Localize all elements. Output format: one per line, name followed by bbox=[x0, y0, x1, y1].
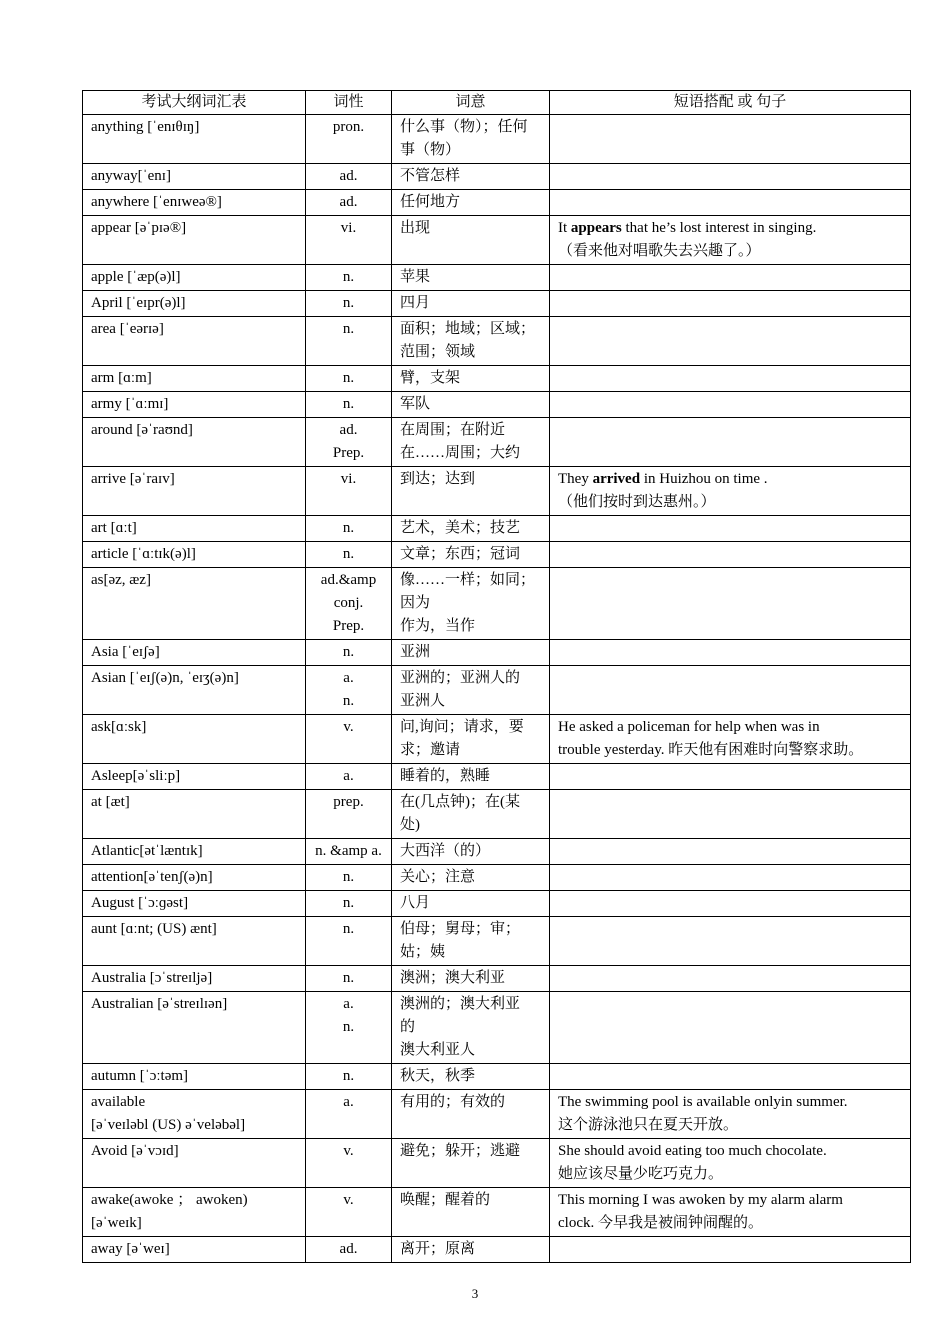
word-cell-line: August [ˈɔːɡəst] bbox=[91, 895, 189, 911]
meaning-cell-line: 臂，支架 bbox=[400, 370, 461, 386]
meaning-cell-line: 苹果 bbox=[400, 269, 431, 285]
pos-cell-line: n. bbox=[342, 520, 355, 536]
pos-cell-line: n. bbox=[342, 693, 355, 709]
example-line bbox=[558, 240, 902, 263]
pos-cell bbox=[306, 865, 392, 891]
pos-cell-line: n. &amp a. bbox=[315, 843, 382, 859]
pos-cell bbox=[306, 917, 392, 966]
word-cell bbox=[83, 115, 306, 164]
word-cell-line: at [æt] bbox=[91, 794, 130, 810]
word-cell-line: April [ˈeɪpr(ə)l] bbox=[91, 295, 186, 311]
word-cell-line: attention[əˈtenʃ(ə)n] bbox=[91, 869, 213, 885]
pos-cell-line: ad.&amp conj. bbox=[320, 572, 377, 611]
word-cell-line: Atlantic[ətˈlæntɪk] bbox=[91, 843, 203, 859]
word-cell-line: art [ɑːt] bbox=[91, 520, 137, 536]
word-cell-line: autumn [ˈɔːtəm] bbox=[91, 1068, 189, 1084]
example-text: This morning I was awoken by my alarm alarm bbox=[558, 1192, 843, 1208]
word-cell-line: available bbox=[91, 1094, 146, 1110]
pos-cell-line: ad. bbox=[339, 1241, 358, 1257]
example-text: He asked a policeman for help when was in bbox=[558, 719, 820, 735]
pos-cell-line: a. bbox=[343, 670, 354, 686]
pos-cell-line: ad. bbox=[339, 194, 358, 210]
table-row bbox=[83, 467, 911, 516]
header-word: 考试大纲词汇表 bbox=[83, 91, 306, 115]
example-cell bbox=[550, 715, 911, 764]
meaning-cell bbox=[392, 366, 550, 392]
word-cell-line: Avoid [əˈvɔɪd] bbox=[91, 1143, 179, 1159]
table-row bbox=[83, 992, 911, 1064]
example-line bbox=[558, 1189, 902, 1212]
example-cell bbox=[550, 291, 911, 317]
meaning-cell-line: 唤醒；醒着的 bbox=[400, 1192, 491, 1208]
table-row bbox=[83, 1188, 911, 1237]
word-cell bbox=[83, 1237, 306, 1263]
word-cell bbox=[83, 666, 306, 715]
meaning-cell bbox=[392, 966, 550, 992]
table-row bbox=[83, 715, 911, 764]
pos-cell-line: n. bbox=[342, 396, 355, 412]
word-cell bbox=[83, 190, 306, 216]
table-row bbox=[83, 839, 911, 865]
table-row bbox=[83, 666, 911, 715]
pos-cell-line: n. bbox=[342, 644, 355, 660]
meaning-cell-line: 在……周围；大约 bbox=[400, 445, 521, 461]
word-cell-line: [əˈweɪk] bbox=[91, 1215, 142, 1231]
meaning-cell bbox=[392, 715, 550, 764]
meaning-cell-line: 在(几点钟)；在(某 bbox=[400, 794, 520, 810]
pos-cell bbox=[306, 366, 392, 392]
meaning-cell bbox=[392, 418, 550, 467]
meaning-cell bbox=[392, 516, 550, 542]
meaning-cell-line: 澳洲；澳大利亚 bbox=[400, 970, 506, 986]
meaning-cell bbox=[392, 1188, 550, 1237]
table-row bbox=[83, 966, 911, 992]
pos-cell bbox=[306, 467, 392, 516]
word-cell-line: apple [ˈæp(ə)l] bbox=[91, 269, 181, 285]
word-cell bbox=[83, 715, 306, 764]
example-cell bbox=[550, 764, 911, 790]
pos-cell bbox=[306, 992, 392, 1064]
example-cell bbox=[550, 164, 911, 190]
word-cell bbox=[83, 467, 306, 516]
meaning-cell bbox=[392, 917, 550, 966]
table-row bbox=[83, 190, 911, 216]
meaning-cell bbox=[392, 467, 550, 516]
example-cell bbox=[550, 1064, 911, 1090]
table-row bbox=[83, 640, 911, 666]
header-meaning: 词意 bbox=[392, 91, 550, 115]
example-keyword: appears bbox=[570, 220, 622, 236]
meaning-cell-line: 四月 bbox=[400, 295, 431, 311]
example-keyword: arrived bbox=[592, 471, 641, 487]
table-row bbox=[83, 542, 911, 568]
meaning-cell bbox=[392, 568, 550, 640]
table-row bbox=[83, 917, 911, 966]
meaning-cell-line: 范围；领域 bbox=[400, 344, 476, 360]
meaning-cell-line: 什么事（物）；任何 bbox=[400, 119, 528, 135]
meaning-cell-line: 睡着的，熟睡 bbox=[400, 768, 491, 784]
example-cell bbox=[550, 115, 911, 164]
word-cell bbox=[83, 542, 306, 568]
vocabulary-rows bbox=[83, 115, 911, 1263]
example-text: （看来他对唱歌失去兴趣了。） bbox=[558, 243, 761, 259]
pos-cell bbox=[306, 1090, 392, 1139]
meaning-cell-line: 的 bbox=[400, 1019, 416, 1035]
example-cell bbox=[550, 865, 911, 891]
meaning-cell-line: 伯母；舅母；审； bbox=[400, 921, 521, 937]
pos-cell bbox=[306, 1237, 392, 1263]
pos-cell bbox=[306, 216, 392, 265]
word-cell-line: ask[ɑːsk] bbox=[91, 719, 147, 735]
header-pos: 词性 bbox=[306, 91, 392, 115]
table-row bbox=[83, 516, 911, 542]
example-line bbox=[558, 1212, 902, 1235]
pos-cell-line: n. bbox=[342, 546, 355, 562]
pos-cell-line: n. bbox=[342, 269, 355, 285]
example-cell bbox=[550, 516, 911, 542]
example-cell bbox=[550, 542, 911, 568]
pos-cell bbox=[306, 764, 392, 790]
meaning-cell-line: 姑；姨 bbox=[400, 944, 446, 960]
example-cell bbox=[550, 216, 911, 265]
example-text: （他们按时到达惠州。） bbox=[558, 494, 716, 510]
meaning-cell-line: 像……一样；如同； bbox=[400, 572, 536, 588]
example-cell bbox=[550, 317, 911, 366]
pos-cell bbox=[306, 568, 392, 640]
table-row bbox=[83, 216, 911, 265]
example-line bbox=[558, 217, 902, 240]
table-row bbox=[83, 317, 911, 366]
table-row bbox=[83, 1139, 911, 1188]
example-text: trouble yesterday. 昨天他有困难时向警察求助。 bbox=[558, 742, 864, 758]
pos-cell bbox=[306, 115, 392, 164]
example-cell bbox=[550, 891, 911, 917]
meaning-cell-line: 文章；东西；冠词 bbox=[400, 546, 521, 562]
pos-cell-line: Prep. bbox=[332, 618, 365, 634]
example-line bbox=[558, 1114, 902, 1137]
example-cell bbox=[550, 839, 911, 865]
example-text: 这个游泳池只在夏天开放。 bbox=[558, 1117, 739, 1133]
table-row bbox=[83, 764, 911, 790]
word-cell bbox=[83, 265, 306, 291]
word-cell-line: Asia [ˈeɪʃə] bbox=[91, 644, 160, 660]
page-number: 3 bbox=[471, 1286, 479, 1301]
meaning-cell bbox=[392, 839, 550, 865]
example-text: They bbox=[558, 471, 593, 487]
meaning-cell bbox=[392, 891, 550, 917]
pos-cell-line: ad. bbox=[339, 168, 358, 184]
example-text: It bbox=[558, 220, 571, 236]
pos-cell-line: vi. bbox=[340, 220, 357, 236]
pos-cell bbox=[306, 1139, 392, 1188]
example-cell bbox=[550, 992, 911, 1064]
pos-cell-line: n. bbox=[342, 895, 355, 911]
example-text: 她应该尽量少吃巧克力。 bbox=[558, 1166, 724, 1182]
pos-cell-line: ad. bbox=[339, 422, 358, 438]
meaning-cell-line: 澳洲的；澳大利亚 bbox=[400, 996, 521, 1012]
meaning-cell bbox=[392, 764, 550, 790]
table-row bbox=[83, 291, 911, 317]
word-cell-line: [əˈveɪləbl (US) əˈveləbəl] bbox=[91, 1117, 246, 1133]
pos-cell bbox=[306, 839, 392, 865]
example-cell bbox=[550, 790, 911, 839]
meaning-cell-line: 出现 bbox=[400, 220, 431, 236]
meaning-cell bbox=[392, 666, 550, 715]
pos-cell bbox=[306, 392, 392, 418]
meaning-cell-line: 求；邀请 bbox=[400, 742, 461, 758]
word-cell-line: Australian [əˈstreɪlɪən] bbox=[91, 996, 228, 1012]
word-cell-line: article [ˈɑːtɪk(ə)l] bbox=[91, 546, 196, 562]
example-cell bbox=[550, 392, 911, 418]
word-cell-line: Australia [ɔˈstreɪljə] bbox=[91, 970, 213, 986]
pos-cell-line: n. bbox=[342, 295, 355, 311]
word-cell-line: away [əˈweɪ] bbox=[91, 1241, 170, 1257]
example-cell bbox=[550, 917, 911, 966]
meaning-cell-line: 离开；原离 bbox=[400, 1241, 476, 1257]
example-text: that he’s lost interest in singing. bbox=[621, 220, 817, 236]
right-border-rule bbox=[910, 90, 911, 1241]
word-cell bbox=[83, 216, 306, 265]
word-cell-line: around [əˈraʊnd] bbox=[91, 422, 193, 438]
meaning-cell bbox=[392, 216, 550, 265]
meaning-cell-line: 不管怎样 bbox=[400, 168, 461, 184]
word-cell bbox=[83, 418, 306, 467]
meaning-cell-line: 到达；达到 bbox=[400, 471, 476, 487]
meaning-cell bbox=[392, 190, 550, 216]
meaning-cell-line: 事（物） bbox=[400, 142, 461, 158]
meaning-cell-line: 亚洲 bbox=[400, 644, 431, 660]
pos-cell bbox=[306, 418, 392, 467]
pos-cell bbox=[306, 715, 392, 764]
meaning-cell bbox=[392, 1090, 550, 1139]
pos-cell bbox=[306, 190, 392, 216]
meaning-cell-line: 问,询问；请求，要 bbox=[400, 719, 524, 735]
pos-cell bbox=[306, 666, 392, 715]
pos-cell-line: n. bbox=[342, 869, 355, 885]
word-cell bbox=[83, 992, 306, 1064]
word-cell bbox=[83, 291, 306, 317]
pos-cell-line: prep. bbox=[333, 794, 364, 810]
header-example: 短语搭配 或 句子 bbox=[550, 91, 911, 115]
pos-cell bbox=[306, 164, 392, 190]
table-row bbox=[83, 790, 911, 839]
pos-cell-line: v. bbox=[343, 719, 354, 735]
meaning-cell-line: 八月 bbox=[400, 895, 431, 911]
word-cell bbox=[83, 891, 306, 917]
pos-cell-line: n. bbox=[342, 1068, 355, 1084]
pos-cell bbox=[306, 891, 392, 917]
table-row bbox=[83, 366, 911, 392]
meaning-cell-line: 亚洲人 bbox=[400, 693, 446, 709]
pos-cell bbox=[306, 542, 392, 568]
word-cell-line: Asleep[əˈsliːp] bbox=[91, 768, 181, 784]
example-cell bbox=[550, 1139, 911, 1188]
meaning-cell-line: 军队 bbox=[400, 396, 431, 412]
word-cell bbox=[83, 568, 306, 640]
example-line bbox=[558, 716, 902, 739]
meaning-cell bbox=[392, 1064, 550, 1090]
table-row bbox=[83, 392, 911, 418]
word-cell-line: area [ˈeərɪə] bbox=[91, 321, 164, 337]
table-row bbox=[83, 1237, 911, 1263]
pos-cell bbox=[306, 790, 392, 839]
word-cell bbox=[83, 1188, 306, 1237]
meaning-cell-line: 艺术，美术；技艺 bbox=[400, 520, 521, 536]
pos-cell bbox=[306, 640, 392, 666]
meaning-cell bbox=[392, 640, 550, 666]
meaning-cell-line: 关心；注意 bbox=[400, 869, 476, 885]
meaning-cell bbox=[392, 115, 550, 164]
example-text: She should avoid eating too much chocolate. bbox=[558, 1143, 827, 1159]
meaning-cell bbox=[392, 542, 550, 568]
example-cell bbox=[550, 966, 911, 992]
example-cell bbox=[550, 1188, 911, 1237]
word-cell bbox=[83, 790, 306, 839]
word-cell-line: as[əz, æz] bbox=[91, 572, 151, 588]
word-cell bbox=[83, 764, 306, 790]
example-cell bbox=[550, 366, 911, 392]
pos-cell-line: a. bbox=[343, 996, 354, 1012]
word-cell bbox=[83, 966, 306, 992]
pos-cell bbox=[306, 265, 392, 291]
example-cell bbox=[550, 640, 911, 666]
pos-cell bbox=[306, 966, 392, 992]
vocabulary-sheet bbox=[82, 90, 910, 1263]
example-text: in Huizhou on time . bbox=[640, 471, 768, 487]
meaning-cell-line: 任何地方 bbox=[400, 194, 461, 210]
meaning-cell-line: 作为，当作 bbox=[400, 618, 476, 634]
meaning-cell bbox=[392, 291, 550, 317]
pos-cell-line: v. bbox=[343, 1143, 354, 1159]
pos-cell-line: pron. bbox=[332, 119, 365, 135]
example-line bbox=[558, 1163, 902, 1186]
word-cell-line: aunt [ɑːnt; (US) ænt] bbox=[91, 921, 217, 937]
word-cell-line: anyway[ˈenɪ] bbox=[91, 168, 171, 184]
meaning-cell-line: 有用的；有效的 bbox=[400, 1094, 506, 1110]
table-row bbox=[83, 418, 911, 467]
table-row bbox=[83, 1064, 911, 1090]
word-cell bbox=[83, 164, 306, 190]
word-cell bbox=[83, 317, 306, 366]
word-cell bbox=[83, 392, 306, 418]
word-cell-line: appear [əˈpɪə®] bbox=[91, 220, 187, 236]
word-cell bbox=[83, 839, 306, 865]
word-cell bbox=[83, 366, 306, 392]
meaning-cell bbox=[392, 1237, 550, 1263]
example-cell bbox=[550, 190, 911, 216]
table-row bbox=[83, 1090, 911, 1139]
example-cell bbox=[550, 568, 911, 640]
table-row bbox=[83, 265, 911, 291]
meaning-cell bbox=[392, 317, 550, 366]
table-row bbox=[83, 865, 911, 891]
meaning-cell-line: 处) bbox=[400, 817, 420, 833]
word-cell-line: arrive [əˈraɪv] bbox=[91, 471, 175, 487]
example-line bbox=[558, 1140, 902, 1163]
word-cell-line: awake(awoke ； awoken) bbox=[91, 1192, 248, 1208]
word-cell bbox=[83, 1090, 306, 1139]
example-cell bbox=[550, 418, 911, 467]
word-cell bbox=[83, 865, 306, 891]
example-cell bbox=[550, 467, 911, 516]
pos-cell bbox=[306, 1064, 392, 1090]
example-cell bbox=[550, 1237, 911, 1263]
meaning-cell-line: 亚洲的；亚洲人的 bbox=[400, 670, 521, 686]
meaning-cell bbox=[392, 265, 550, 291]
meaning-cell bbox=[392, 392, 550, 418]
word-cell-line: anything [ˈenɪθɪŋ] bbox=[91, 119, 200, 135]
pos-cell bbox=[306, 1188, 392, 1237]
pos-cell-line: a. bbox=[343, 768, 354, 784]
example-line bbox=[558, 739, 902, 762]
meaning-cell bbox=[392, 164, 550, 190]
word-cell-line: army [ˈɑːmɪ] bbox=[91, 396, 169, 412]
example-cell bbox=[550, 1090, 911, 1139]
pos-cell-line: n. bbox=[342, 370, 355, 386]
meaning-cell bbox=[392, 865, 550, 891]
pos-cell-line: a. bbox=[343, 1094, 354, 1110]
word-cell-line: arm [ɑːm] bbox=[91, 370, 152, 386]
pos-cell-line: n. bbox=[342, 970, 355, 986]
example-line bbox=[558, 1091, 902, 1114]
word-cell-line: anywhere [ˈenɪweə®] bbox=[91, 194, 222, 210]
table-row bbox=[83, 891, 911, 917]
pos-cell bbox=[306, 516, 392, 542]
pos-cell-line: vi. bbox=[340, 471, 357, 487]
pos-cell-line: n. bbox=[342, 321, 355, 337]
meaning-cell-line: 因为 bbox=[400, 595, 431, 611]
word-cell bbox=[83, 640, 306, 666]
word-cell bbox=[83, 1064, 306, 1090]
meaning-cell-line: 大西洋（的） bbox=[400, 843, 491, 859]
pos-cell-line: n. bbox=[342, 1019, 355, 1035]
pos-cell bbox=[306, 317, 392, 366]
word-cell bbox=[83, 516, 306, 542]
pos-cell-line: v. bbox=[343, 1192, 354, 1208]
word-cell bbox=[83, 1139, 306, 1188]
pos-cell-line: n. bbox=[342, 921, 355, 937]
pos-cell-line: Prep. bbox=[332, 445, 365, 461]
meaning-cell-line: 秋天，秋季 bbox=[400, 1068, 476, 1084]
header-row bbox=[83, 91, 911, 115]
table-row bbox=[83, 115, 911, 164]
table-row bbox=[83, 164, 911, 190]
pos-cell bbox=[306, 291, 392, 317]
meaning-cell bbox=[392, 790, 550, 839]
meaning-cell-line: 避免；躲开；逃避 bbox=[400, 1143, 521, 1159]
meaning-cell bbox=[392, 992, 550, 1064]
example-text: clock. 今早我是被闹钟闹醒的。 bbox=[558, 1215, 763, 1231]
example-text: The swimming pool is available onlyin summer. bbox=[558, 1094, 848, 1110]
example-line bbox=[558, 491, 902, 514]
meaning-cell-line: 在周围；在附近 bbox=[400, 422, 506, 438]
table-row bbox=[83, 568, 911, 640]
example-cell bbox=[550, 265, 911, 291]
meaning-cell bbox=[392, 1139, 550, 1188]
vocabulary-table bbox=[82, 90, 911, 1263]
meaning-cell-line: 澳大利亚人 bbox=[400, 1042, 476, 1058]
word-cell-line: Asian [ˈeɪʃ(ə)n, ˈeɪʒ(ə)n] bbox=[91, 670, 239, 686]
meaning-cell-line: 面积；地域；区域； bbox=[400, 321, 536, 337]
word-cell bbox=[83, 917, 306, 966]
example-line bbox=[558, 468, 902, 491]
example-cell bbox=[550, 666, 911, 715]
